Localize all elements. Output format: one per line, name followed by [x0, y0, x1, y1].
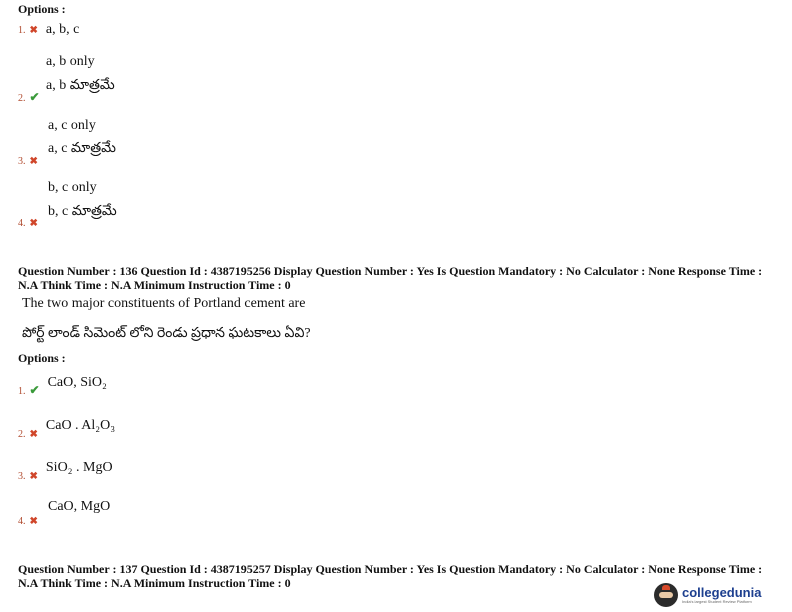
options-heading: Options :	[18, 351, 66, 365]
logo-tagline: India's largest Student Review Platform	[682, 599, 752, 604]
option-3-marker	[18, 151, 38, 169]
logo-name: collegedunia	[682, 585, 762, 600]
option-4-text-te: b, c మాత్రమే	[48, 204, 117, 219]
cross-icon: ✖	[29, 516, 38, 527]
question-meta-line2: N.A Think Time : N.A Minimum Instruction Time : 0	[18, 278, 291, 292]
option-4-text-en: b, c only	[48, 180, 97, 195]
option-number: 4.	[18, 218, 26, 229]
option-4-marker	[18, 213, 38, 231]
option-number: 4.	[18, 516, 26, 527]
option-number: 2.	[18, 429, 26, 440]
option-text: CaO . Al₂O₃	[45, 418, 116, 433]
option-4-marker	[18, 511, 38, 529]
question-meta	[18, 264, 762, 292]
option-3	[18, 458, 113, 482]
option-2-marker	[18, 88, 40, 106]
cross-icon: ✖	[29, 471, 38, 482]
question-meta-line1: Question Number : 137 Question Id : 4387195257 Display Question Number : Yes Is Question Mandatory : No Calculator : None Response Time :	[18, 562, 763, 576]
option-1	[18, 373, 107, 397]
option-2-text-en: a, b only	[46, 54, 95, 69]
check-icon: ✔	[29, 90, 40, 104]
option-1	[18, 20, 79, 38]
option-text: SiO₂ . MgO	[45, 460, 113, 475]
check-icon: ✔	[29, 383, 40, 397]
cross-icon: ✖	[29, 429, 38, 440]
question-meta	[18, 562, 762, 590]
mascot-icon	[654, 583, 678, 607]
cross-icon: ✖	[29, 25, 38, 36]
option-2-text-te: a, b మాత్రమే	[46, 78, 115, 93]
option-number: 1.	[18, 25, 26, 36]
option-number: 2.	[18, 93, 26, 104]
collegedunia-logo	[654, 583, 761, 607]
option-3-text-te: a, c మాత్రమే	[48, 141, 116, 156]
option-3-text-en: a, c only	[48, 118, 96, 133]
option-text: a, b, c	[45, 22, 80, 37]
option-2	[18, 416, 116, 440]
option-4-text: CaO, MgO	[48, 499, 111, 514]
option-number: 3.	[18, 471, 26, 482]
option-text: CaO, SiO₂	[47, 375, 107, 390]
option-number: 3.	[18, 156, 26, 167]
question-meta-line2: N.A Think Time : N.A Minimum Instruction Time : 0	[18, 576, 291, 590]
question-text-te: పోర్ట్ లాండ్ సిమెంట్ లోని రెండు ప్రధాన ఘటకాలు ఏవి?	[22, 326, 311, 341]
logo-text	[682, 586, 761, 604]
options-heading: Options :	[18, 2, 66, 16]
question-meta-line1: Question Number : 136 Question Id : 4387195256 Display Question Number : Yes Is Question Mandatory : No Calculator : None Response Time :	[18, 264, 763, 278]
question-text-en: The two major constituents of Portland cement are	[22, 296, 306, 311]
cross-icon: ✖	[29, 218, 38, 229]
option-number: 1.	[18, 386, 26, 397]
cross-icon: ✖	[29, 156, 38, 167]
